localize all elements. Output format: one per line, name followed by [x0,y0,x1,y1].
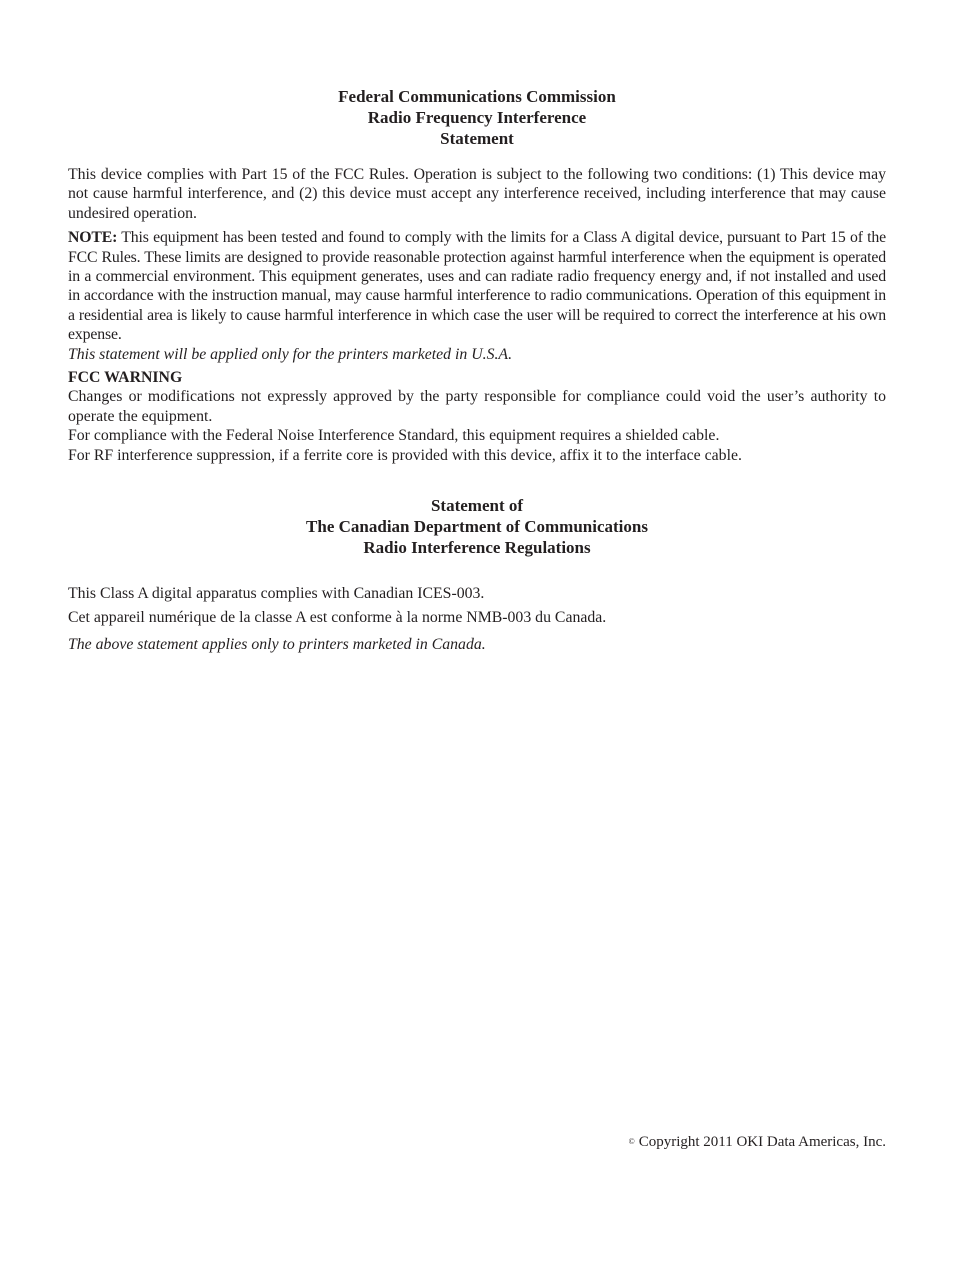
shielded-cable-text: For compliance with the Federal Noise Interference Standard, this equipment requires a shielded cable. [68,427,720,445]
note-label: NOTE: [68,229,118,247]
fcc-note-paragraph [68,228,886,344]
fcc-warning-heading: FCC WARNING [68,369,183,387]
canada-title [68,495,886,558]
canada-market-note: The above statement applies only to printers marketed in Canada. [68,635,486,653]
fcc-title-line-1: Federal Communications Commission [338,87,616,106]
canada-title-line-1: Statement of [430,496,524,516]
copyright-notice [629,1133,886,1151]
copyright-text: Copyright 2011 OKI Data Americas, Inc. [638,1134,886,1150]
fcc-title [68,86,886,149]
fcc-compliance-paragraph: This device complies with Part 15 of the FCC Rules. Operation is subject to the following two conditions: (1) This device may not cause harmful interference, and (2) this device must accept any interference received, including interference that may cause undesired operation. [68,166,886,222]
note-text: This equipment has been tested and found to comply with the limits for a Class A digital device, pursuant to Part 15 of the FCC Rules. These limits are designed to provide reasonable protection against harmful interference when the equipment is operated in a commercial environment. This equipment generates, uses and can radiate radio frequency energy and, if not installed and used in accordance with the instruction manual, may cause harmful interference to radio communications. Operation of this equipment in a residential area is likely to cause harmful interference in which case the user will be required to correct the interference at his own expense. [68,229,886,344]
canada-title-line-2: The Canadian Department of Communications [306,517,648,537]
document-page [68,86,886,654]
ferrite-core-text: For RF interference suppression, if a ferrite core is provided with this device, affix it to the interface cable. [68,446,742,464]
fcc-title-line-3: Statement [440,129,514,148]
canada-title-line-3: Radio Interference Regulations [363,538,591,558]
canada-english-text: This Class A digital apparatus complies with Canadian ICES-003. [68,585,485,603]
canada-statement-block [68,584,886,654]
fcc-title-line-2: Radio Frequency Interference [367,108,587,127]
copyright-symbol: © [628,1137,635,1146]
fcc-warning-text: Changes or modifications not expressly approved by the party responsible for compliance could void the user’s authority to operate the equipment. [68,388,886,425]
usa-statement-note: This statement will be applied only for the printers marketed in U.S.A. [68,345,513,363]
canada-french-text: Cet appareil numérique de la classe A est conforme à la norme NMB-003 du Canada. [68,608,607,626]
